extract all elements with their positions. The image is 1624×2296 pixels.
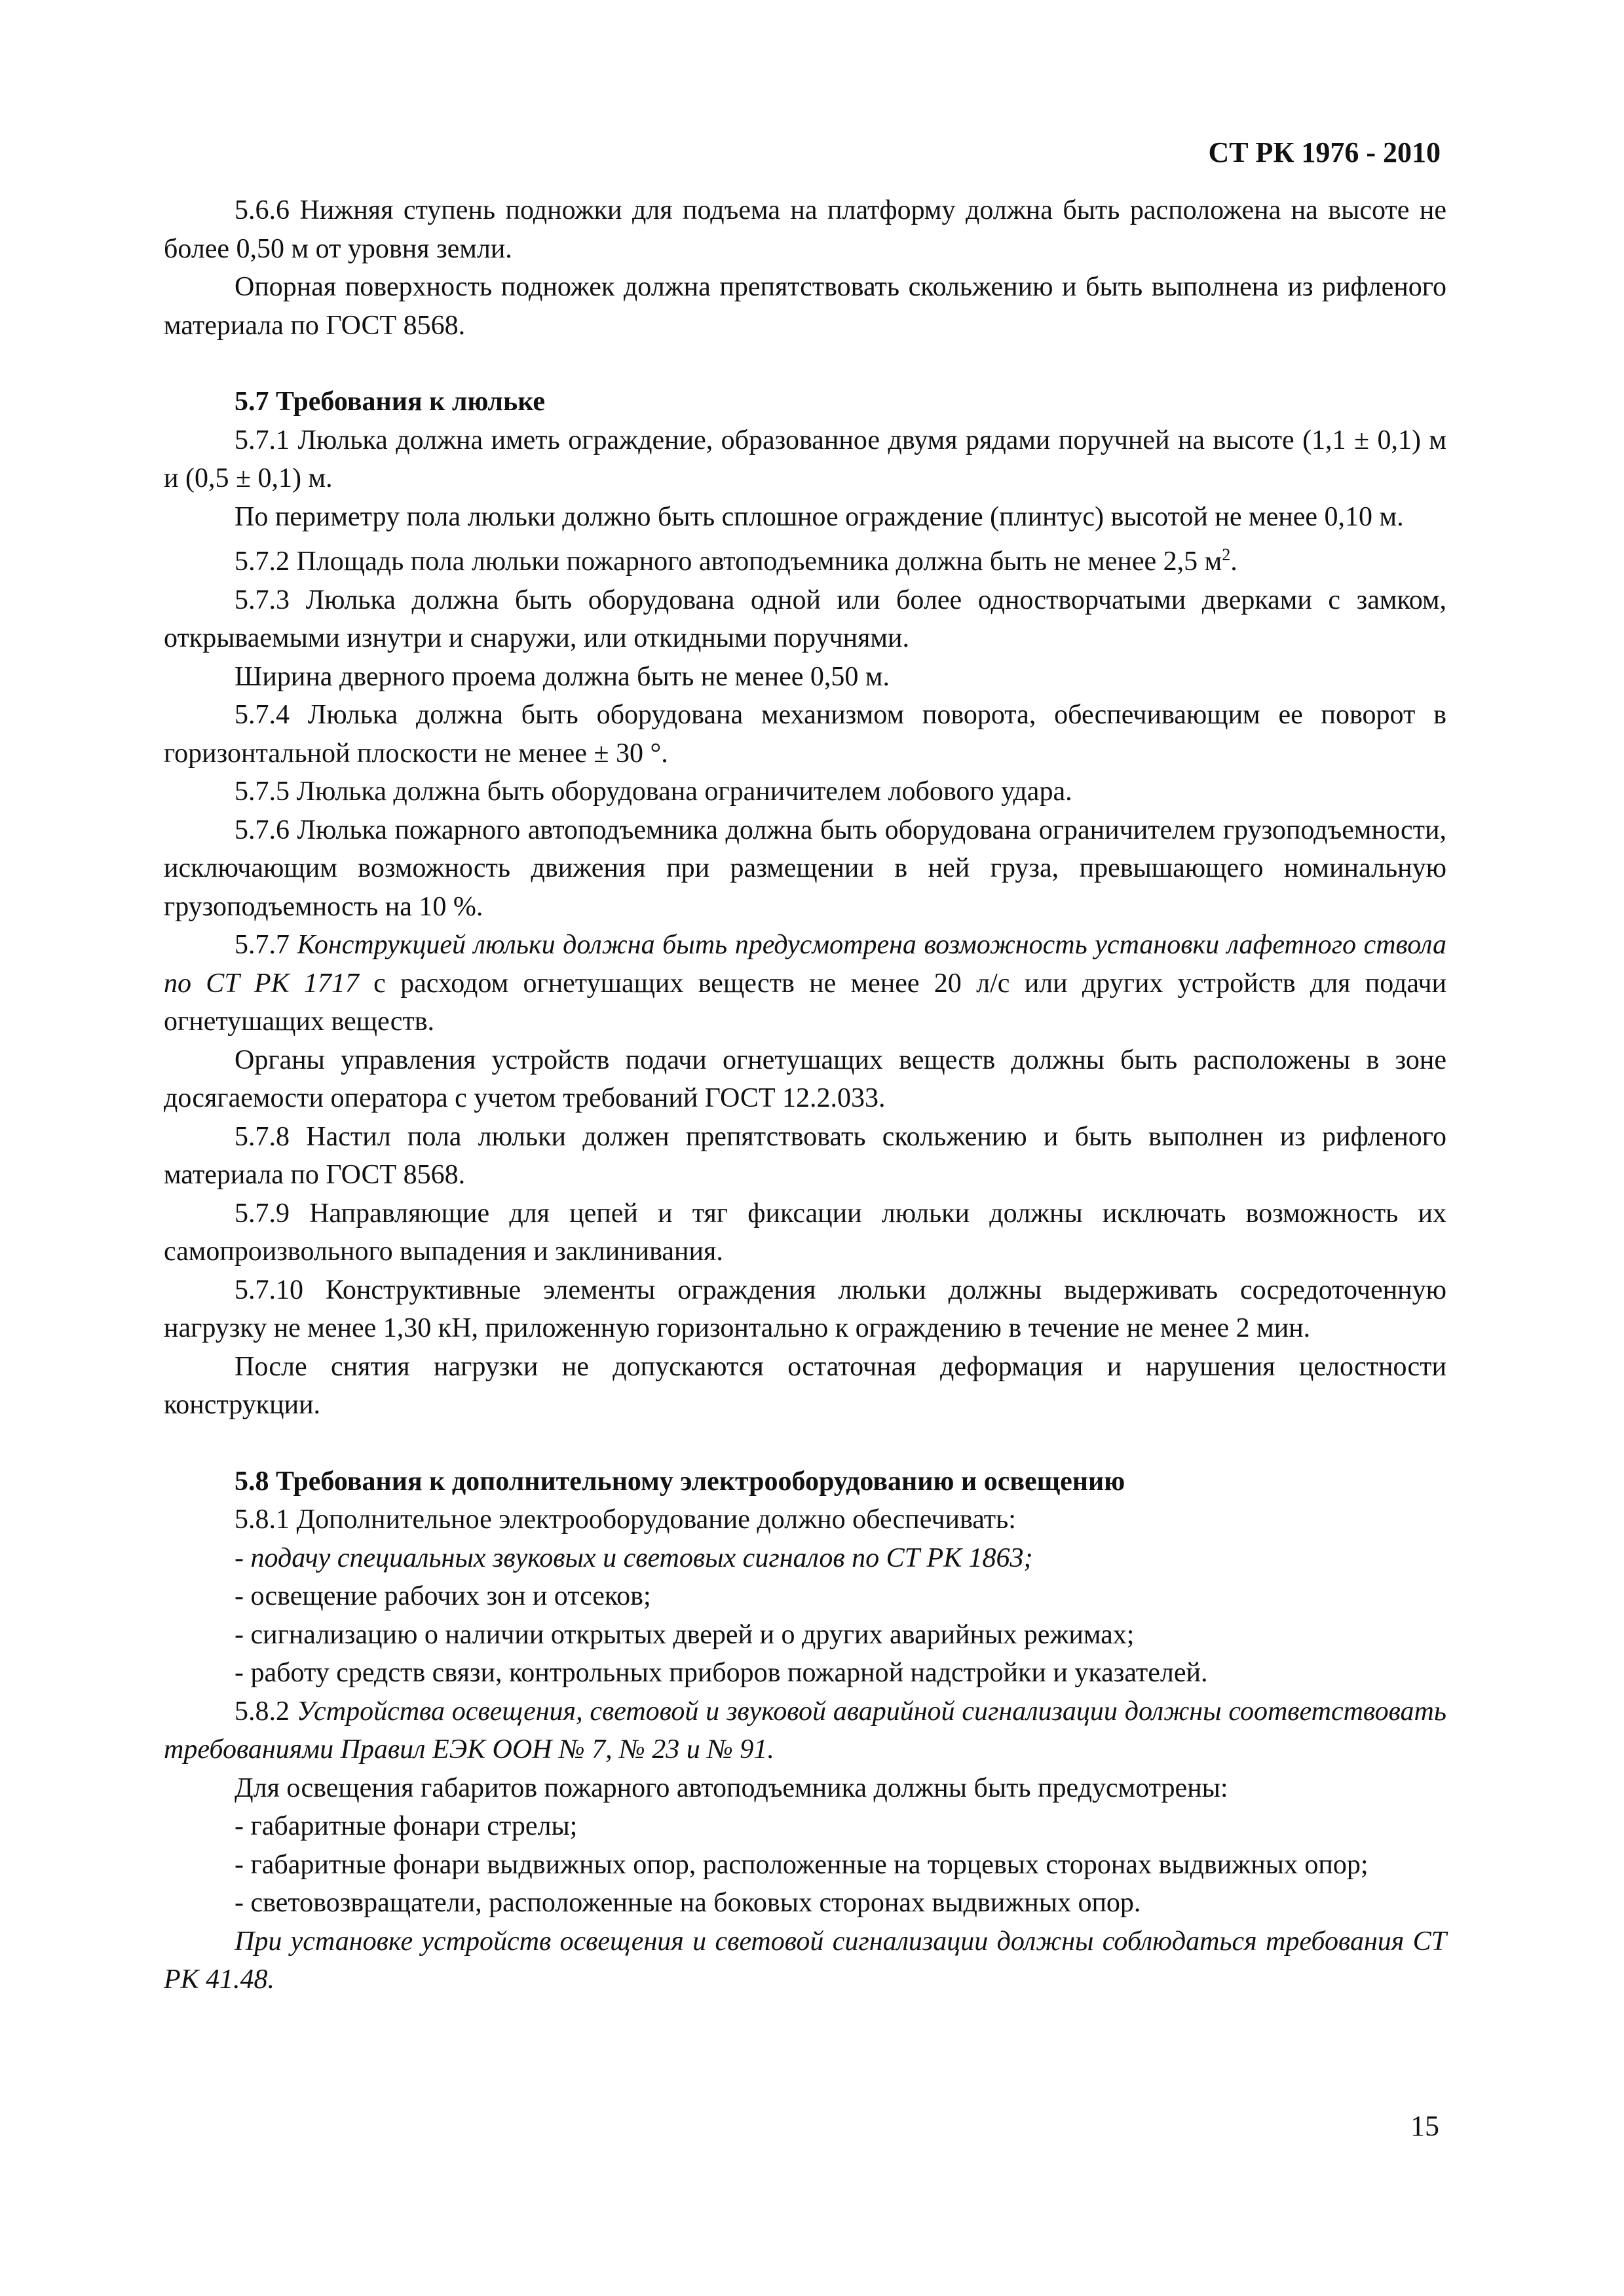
paragraph-5-7-2 bbox=[164, 536, 1446, 581]
document-body bbox=[164, 191, 1446, 1999]
list-item-boom-lights: - габаритные фонари стрелы; bbox=[235, 1811, 578, 1841]
paragraph-5-7-7-rest: с расходом огнетушащих веществ не менее 20 л/с или других устройств для подачи огнетушащих веществ. bbox=[164, 968, 1446, 1037]
paragraph-5-7-8: 5.7.8 Настил пола люльки должен препятствовать скольжению и быть выполнен из рифленого материала по ГОСТ 8568. bbox=[164, 1121, 1446, 1190]
section-heading-5-7: 5.7 Требования к люльке bbox=[235, 387, 545, 417]
list-item-door-alarm: - сигнализацию о наличии открытых дверей и о других аварийных режимах; bbox=[235, 1619, 1135, 1650]
paragraph-5-7-9: 5.7.9 Направляющие для цепей и тяг фиксации люльки должны исключать возможность их самопроизвольного выпадения и заклинивания. bbox=[164, 1198, 1446, 1267]
paragraph-5-7-4: 5.7.4 Люлька должна быть оборудована механизмом поворота, обеспечивающим ее поворот в горизонтальной плоскости не менее ± 30 °. bbox=[164, 700, 1446, 769]
list-item-lighting: - освещение рабочих зон и отсеков; bbox=[235, 1581, 651, 1611]
paragraph-5-7-5: 5.7.5 Люлька должна быть оборудована ограничителем лобового удара. bbox=[235, 776, 1072, 807]
section-gap bbox=[164, 345, 1446, 383]
list-item-outrigger-lights: - габаритные фонари выдвижных опор, расположенные на торцевых сторонах выдвижных опор; bbox=[235, 1849, 1369, 1880]
paragraph-requirements-italic bbox=[164, 1923, 1446, 1999]
paragraph-requirements-italic-text: При установке устройств освещения и световой сигнализации должны соблюдаться требования СТ РК 41.48. bbox=[164, 1926, 1446, 1995]
list-item-communication: - работу средств связи, контрольных приборов пожарной надстройки и указателей. bbox=[235, 1658, 1208, 1688]
paragraph-5-6-6: 5.6.6 Нижняя ступень подножки для подъема на платформу должна быть расположена на высоте не более 0,50 м от уровня земли. bbox=[164, 195, 1446, 264]
paragraph-5-7-2-end: . bbox=[1230, 546, 1237, 577]
paragraph-5-7-6: 5.7.6 Люлька пожарного автоподъемника должна быть оборудована ограничителем грузоподъемности, исключающим возможность движения при размещении в ней груза, превышающего номинальную грузоподъемность на 10 %. bbox=[164, 814, 1446, 922]
paragraph-controls: Органы управления устройств подачи огнетушащих веществ должны быть расположены в зоне досягаемости оператора с учетом требований ГОСТ 12.2.033. bbox=[164, 1044, 1446, 1113]
paragraph-5-8-2-italic: Устройства освещения, световой и звуковой аварийной сигнализации должны соответствовать требованиями Правил ЕЭК ООН № 7, № 23 и № 91. bbox=[164, 1696, 1446, 1765]
paragraph-5-7-10: 5.7.10 Конструктивные элементы ограждения люльки должны выдерживать сосредоточенную нагрузку не менее 1,30 кН, приложенную горизонтально к ограждению в течение не менее 2 мин. bbox=[164, 1274, 1446, 1343]
list-item-signals-italic: подачу специальных звуковых и световых сигналов по СТ РК 1863; bbox=[250, 1542, 1033, 1573]
paragraph-floor-fence: По периметру пола люльки должно быть сплошное ограждение (плинтус) высотой не менее 0,10 м. bbox=[235, 501, 1404, 532]
section-gap bbox=[164, 1425, 1446, 1463]
superscript-squared: 2 bbox=[1222, 545, 1231, 564]
paragraph-clearance-lights: Для освещения габаритов пожарного автоподъемника должны быть предусмотрены: bbox=[235, 1772, 1228, 1803]
paragraph-5-7-2-text: 5.7.2 Площадь пола люльки пожарного автоподъемника должна быть не менее 2,5 м bbox=[235, 546, 1222, 577]
paragraph-5-7-1: 5.7.1 Люлька должна иметь ограждение, образованное двумя рядами поручней на высоте (1,1 ± 0,1) м и (0,5 ± 0,1) м. bbox=[164, 425, 1446, 493]
paragraph-5-8-2 bbox=[164, 1693, 1446, 1769]
section-heading-5-8: 5.8 Требования к дополнительному электрооборудованию и освещению bbox=[235, 1466, 1125, 1497]
paragraph-door-width: Ширина дверного проема должна быть не менее 0,50 м. bbox=[235, 661, 890, 692]
paragraph-after-load: После снятия нагрузки не допускаются остаточная деформация и нарушения целостности конструкции. bbox=[164, 1351, 1446, 1420]
page-number: 15 bbox=[1410, 2110, 1439, 2142]
paragraph-5-7-7 bbox=[164, 926, 1446, 1041]
paragraph-5-8-1: 5.8.1 Дополнительное электрооборудование должно обеспечивать: bbox=[235, 1504, 1016, 1535]
document-id: СТ РК 1976 - 2010 bbox=[1208, 136, 1441, 168]
list-item-signals bbox=[164, 1539, 1446, 1578]
paragraph-5-7-3: 5.7.3 Люлька должна быть оборудована одной или более одностворчатыми дверками с замком, открываемыми изнутри и снаружи, или откидными поручнями. bbox=[164, 584, 1446, 653]
paragraph-step-surface: Опорная поверхность подножек должна препятствовать скольжению и быть выполнена из рифленого материала по ГОСТ 8568. bbox=[164, 272, 1446, 341]
paragraph-5-7-7-number: 5.7.7 bbox=[235, 930, 297, 960]
list-item-reflectors: - световозвращатели, расположенные на боковых сторонах выдвижных опор. bbox=[235, 1888, 1141, 1918]
paragraph-5-8-2-number: 5.8.2 bbox=[235, 1696, 297, 1727]
list-dash: - bbox=[235, 1542, 251, 1573]
paragraph-5-7-7-italic: Конструкцией люльки должна быть предусмотрена возможность установки лафетного ствола по СТ РК 1717 bbox=[164, 930, 1446, 999]
